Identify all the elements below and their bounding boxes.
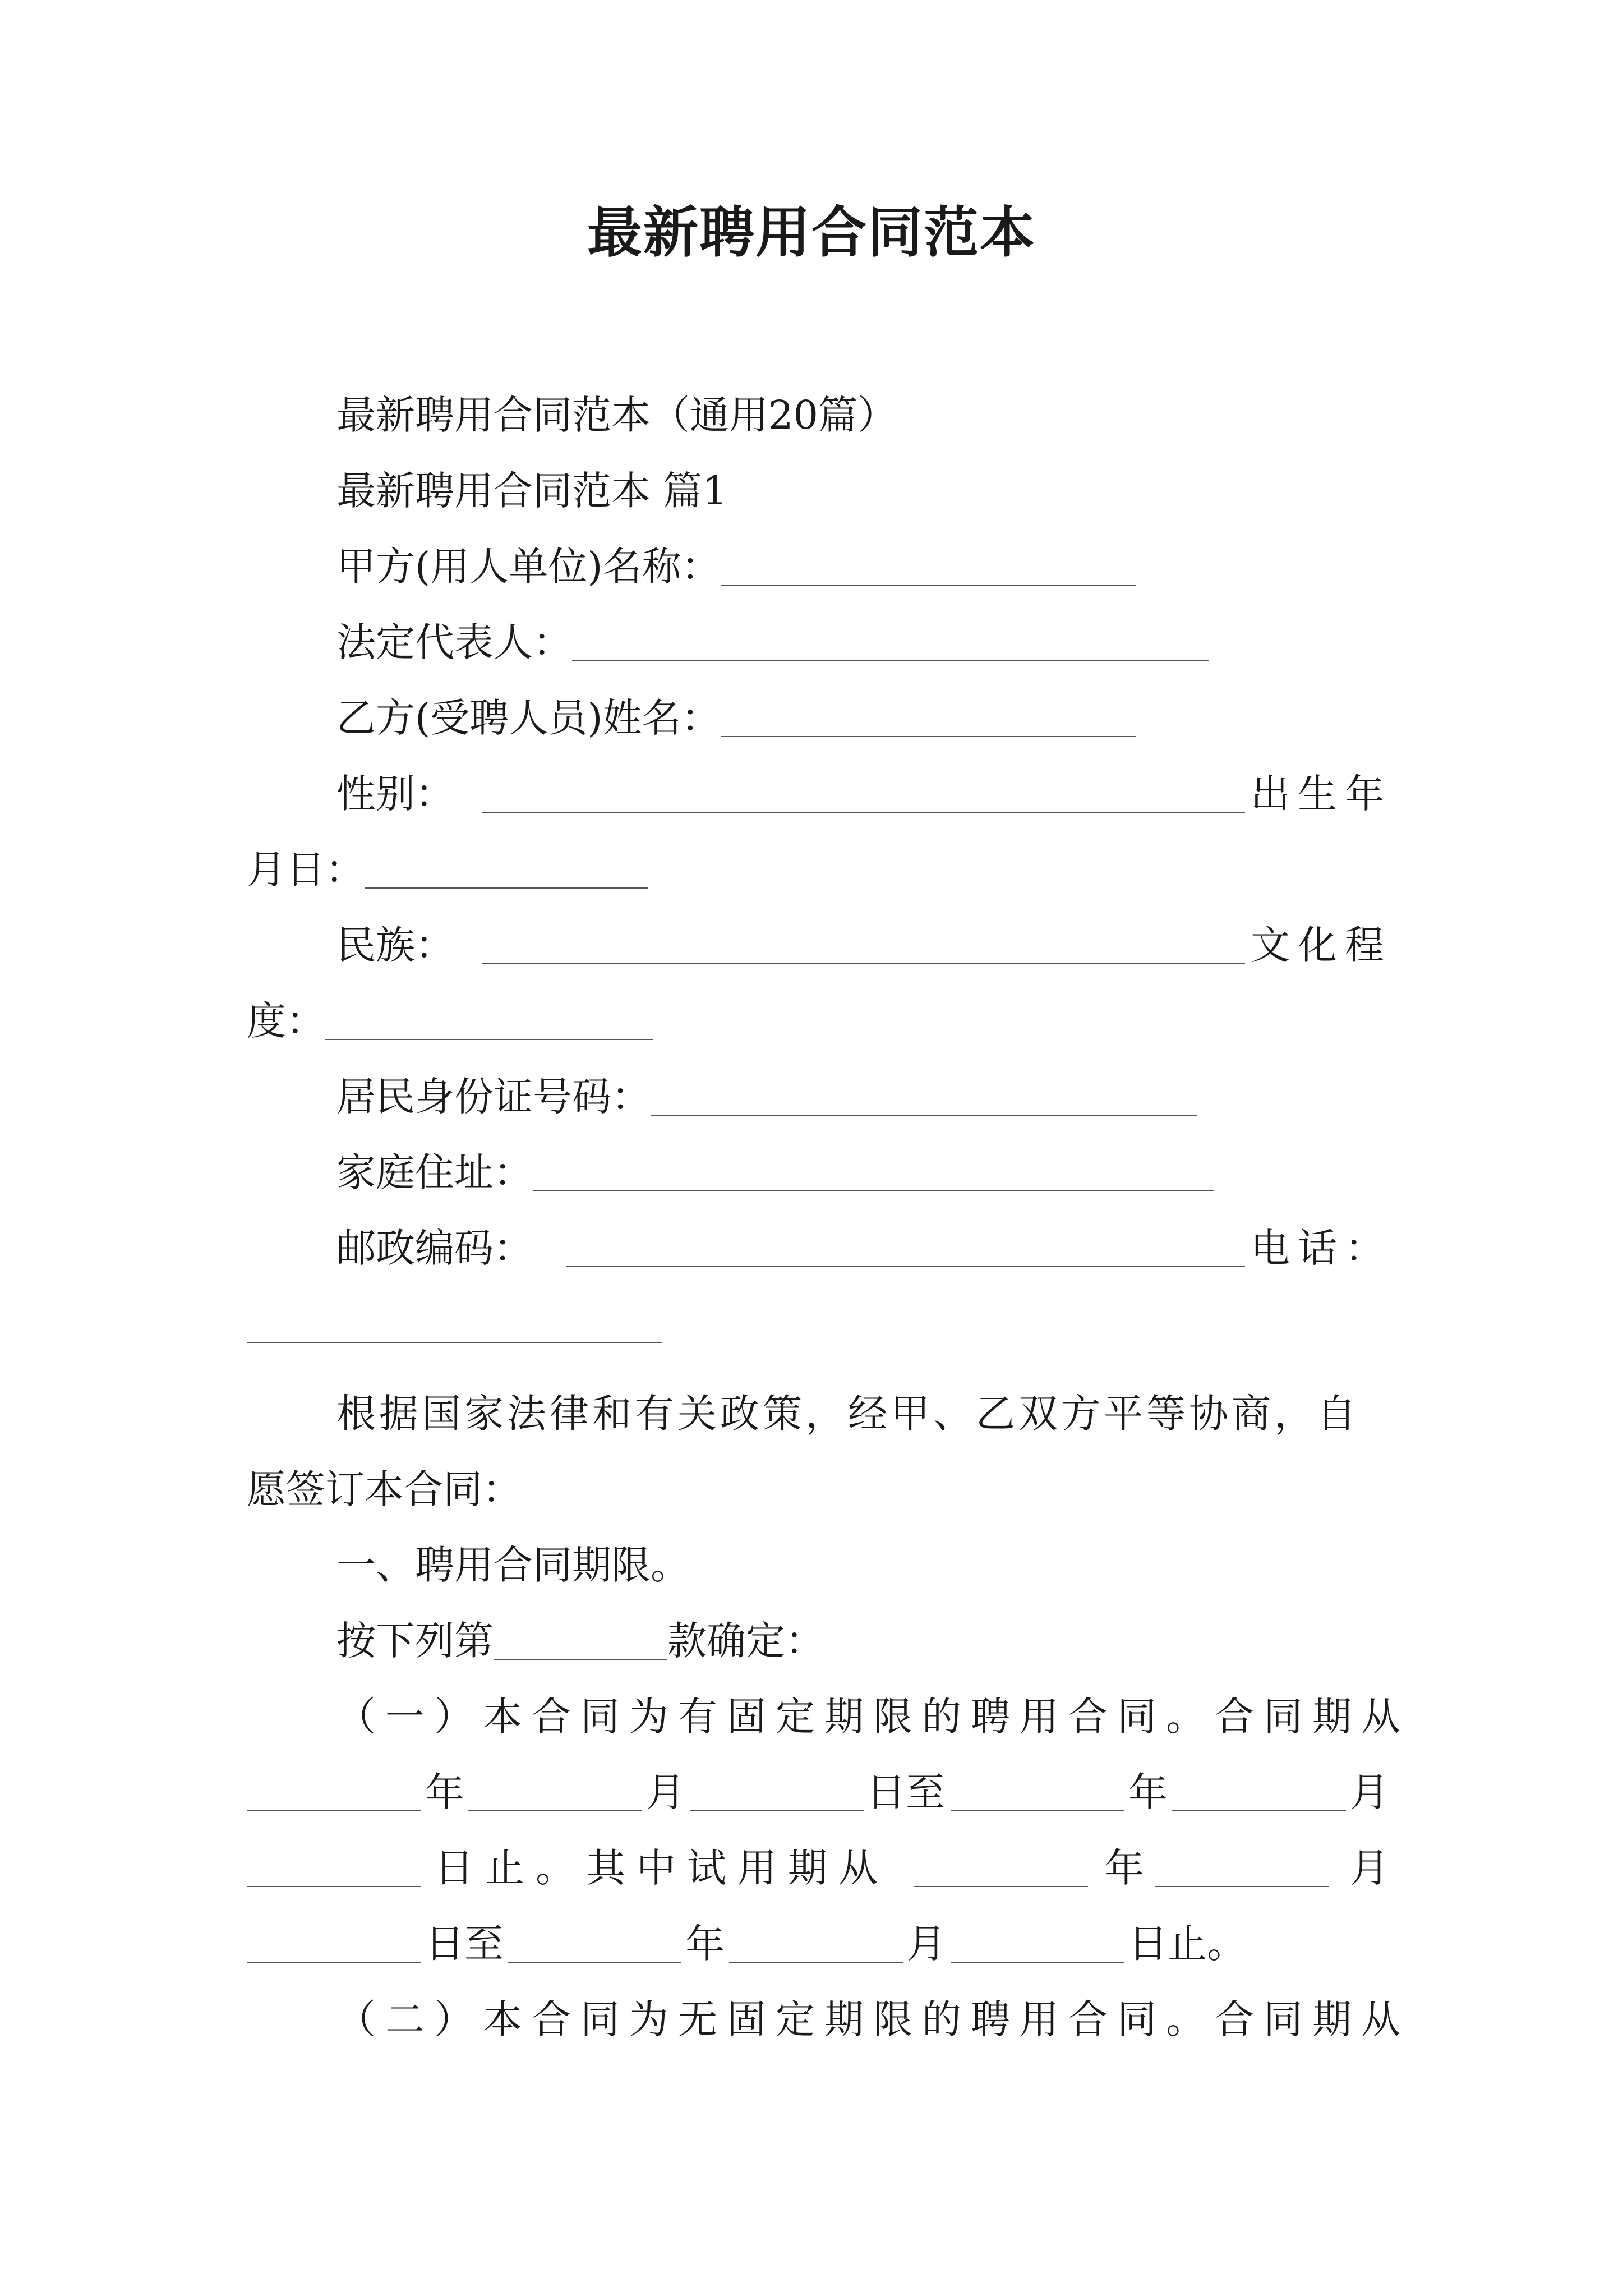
- address-field: [336, 1144, 1214, 1200]
- postcode-field: [336, 1220, 1391, 1276]
- party-a-field: [336, 539, 1136, 595]
- intro-line-1: [336, 1386, 1391, 1442]
- day-stop-word: 日止。: [1128, 1921, 1246, 1967]
- end-month-blank[interactable]: [1172, 1764, 1346, 1811]
- year-word: 年: [1128, 1769, 1168, 1815]
- start-year-blank[interactable]: [247, 1764, 421, 1811]
- id-number-field: [336, 1069, 1197, 1125]
- id-number-blank[interactable]: [651, 1069, 1197, 1116]
- party-b-blank[interactable]: [721, 690, 1136, 737]
- start-month-blank[interactable]: [468, 1764, 642, 1811]
- birth-label-part1: 出生年: [1251, 771, 1392, 817]
- education-label-part1: 文化程: [1251, 922, 1392, 968]
- clause-select-label: 按下列第: [336, 1618, 494, 1664]
- ethnicity-label: 民族：: [336, 922, 454, 968]
- party-b-label: 乙方(受聘人员)姓名：: [336, 695, 721, 741]
- trial-end-year-blank[interactable]: [508, 1916, 681, 1963]
- legal-rep-field: [336, 614, 1209, 670]
- address-blank[interactable]: [533, 1144, 1214, 1191]
- gender-blank[interactable]: [482, 766, 1245, 813]
- start-day-blank[interactable]: [690, 1764, 864, 1811]
- party-b-field: [336, 690, 1136, 746]
- trial-end-row: [247, 1916, 1391, 1972]
- fixed-term-line-1: （一）本合同为有固定期限的聘用合同。合同期从: [336, 1694, 1410, 1740]
- month-word: 月: [1350, 1769, 1389, 1815]
- open-term-line-1: （二）本合同为无固定期限的聘用合同。合同期从: [336, 1996, 1410, 2042]
- address-label: 家庭住址：: [336, 1149, 533, 1195]
- birth-field: [247, 841, 648, 898]
- phone-label: 电话：: [1251, 1225, 1392, 1271]
- intro-text-1: 根据国家法律和有关政策，经甲、乙双方平等协商，自: [336, 1391, 1359, 1437]
- end-day-blank[interactable]: [247, 1840, 421, 1887]
- phone-field: [247, 1296, 662, 1352]
- birth-label-part2: 月日：: [247, 846, 365, 892]
- gender-label: 性别：: [336, 771, 454, 817]
- phone-blank[interactable]: [247, 1296, 662, 1343]
- legal-rep-blank[interactable]: [572, 614, 1209, 661]
- fixed-term-dates-row: [247, 1764, 1391, 1820]
- trial-end-day-blank[interactable]: [951, 1916, 1124, 1963]
- education-field: [247, 993, 653, 1049]
- legal-rep-label: 法定代表人：: [336, 619, 572, 665]
- clause-1-select: [336, 1613, 824, 1669]
- clause-number-blank[interactable]: [494, 1613, 667, 1660]
- month-word: 月: [907, 1921, 946, 1967]
- document-title: 最新聘用合同范本: [587, 200, 1036, 265]
- month-word: 月: [1350, 1845, 1389, 1891]
- year-word: 年: [1105, 1845, 1144, 1891]
- trial-start-year-blank[interactable]: [914, 1840, 1088, 1887]
- trial-start-day-blank[interactable]: [247, 1916, 421, 1963]
- day-to-word: 日至: [425, 1921, 504, 1967]
- trial-period-row: [247, 1840, 1391, 1896]
- month-word: 月: [646, 1769, 685, 1815]
- id-number-label: 居民身份证号码：: [336, 1074, 651, 1120]
- subtitle: 最新聘用合同范本（通用20篇）: [336, 392, 897, 438]
- birth-blank[interactable]: [365, 841, 648, 889]
- ethnicity-field: [336, 917, 1391, 973]
- clause-1-title: 一、聘用合同期限。: [336, 1542, 690, 1588]
- clause-select-suffix: 款确定：: [667, 1618, 824, 1664]
- trial-start-month-blank[interactable]: [1155, 1840, 1329, 1887]
- postcode-blank[interactable]: [566, 1220, 1245, 1267]
- ethnicity-blank[interactable]: [482, 917, 1245, 964]
- party-a-label: 甲方(用人单位)名称：: [336, 544, 721, 590]
- party-a-blank[interactable]: [721, 539, 1136, 586]
- year-word: 年: [425, 1769, 464, 1815]
- postcode-label: 邮政编码：: [336, 1225, 533, 1271]
- trial-period-text: 日止。其中试用期从: [435, 1845, 889, 1891]
- education-blank[interactable]: [325, 993, 653, 1040]
- end-year-blank[interactable]: [951, 1764, 1124, 1811]
- intro-line-2: 愿签订本合同：: [247, 1466, 522, 1512]
- education-label-part2: 度：: [247, 998, 325, 1044]
- day-to-word: 日至: [866, 1769, 945, 1815]
- section-heading: 最新聘用合同范本 篇1: [336, 468, 727, 514]
- trial-end-month-blank[interactable]: [729, 1916, 903, 1963]
- year-word: 年: [685, 1921, 725, 1967]
- gender-field: [336, 766, 1391, 822]
